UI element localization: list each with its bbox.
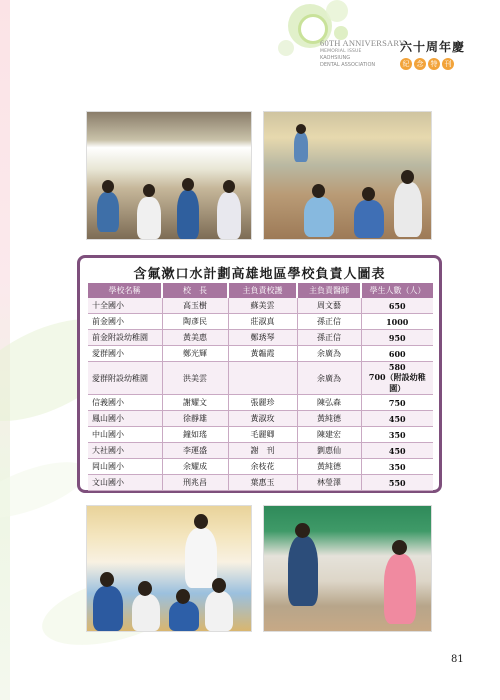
table-title: 含氟漱口水計劃高雄地區學校負責人圖表 — [133, 267, 386, 282]
doctor-cell: 陳建宏 — [297, 427, 361, 443]
doctor-cell: 孫正信 — [297, 314, 361, 330]
principal-cell: 謝耀文 — [162, 395, 228, 411]
school-cell: 文山國小 — [88, 475, 162, 491]
table-row — [88, 427, 433, 443]
nurse-cell: 謝 刊 — [228, 443, 297, 459]
table-row — [88, 459, 433, 475]
column-header: 學生人數（人） — [361, 283, 433, 298]
classroom-photo-3 — [86, 505, 252, 632]
table-row — [88, 362, 433, 395]
anniversary-en-sub1: MEMORIAL ISSUE — [320, 49, 362, 54]
anniversary-en-sub3: DENTAL ASSOCIATION — [320, 62, 376, 68]
table-row — [88, 330, 433, 346]
principal-cell: 徐靜雄 — [162, 411, 228, 427]
anniversary-en-sub2: KAOHSIUNG — [320, 55, 351, 61]
principal-cell: 刑兆昌 — [162, 475, 228, 491]
principal-cell: 鐘如瑤 — [162, 427, 228, 443]
responsible-persons-table-card — [77, 255, 442, 493]
anniversary-badge: 紀 — [400, 58, 412, 70]
students-value: 580 — [388, 362, 406, 372]
anniversary-zh-badges — [400, 58, 480, 70]
principal-cell: 李運盛 — [162, 443, 228, 459]
school-cell: 大社國小 — [88, 443, 162, 459]
principal-cell: 高玉樹 — [162, 298, 228, 314]
column-header: 主負責校護 — [228, 283, 297, 298]
students-cell: 750 — [361, 395, 433, 411]
classroom-photo-2 — [263, 111, 432, 240]
school-cell: 岡山國小 — [88, 459, 162, 475]
nurse-cell: 毛麗卿 — [228, 427, 297, 443]
classroom-photo-1 — [86, 111, 252, 240]
table-row — [88, 475, 433, 491]
nurse-cell — [228, 362, 297, 395]
table-row — [88, 346, 433, 362]
nurse-cell: 余枝花 — [228, 459, 297, 475]
doctor-cell: 黃純德 — [297, 459, 361, 475]
school-cell: 中山國小 — [88, 427, 162, 443]
principal-cell: 余耀成 — [162, 459, 228, 475]
nurse-cell: 黃韞霞 — [228, 346, 297, 362]
school-cell: 信義國小 — [88, 395, 162, 411]
table-row — [88, 443, 433, 459]
students-cell: 600 — [361, 346, 433, 362]
nurse-cell: 張麗珍 — [228, 395, 297, 411]
nurse-cell: 葉惠玉 — [228, 475, 297, 491]
table-row — [88, 314, 433, 330]
anniversary-en-title: 60TH ANNIVERSARY — [320, 38, 406, 48]
students-cell — [361, 362, 433, 395]
school-cell: 前金附設幼稚園 — [88, 330, 162, 346]
nurse-cell: 莊淑真 — [228, 314, 297, 330]
students-cell: 350 — [361, 459, 433, 475]
principal-cell: 陶彥民 — [162, 314, 228, 330]
students-cell: 950 — [361, 330, 433, 346]
students-extra-value: 700（附設幼稚園） — [368, 372, 426, 393]
table-row — [88, 411, 433, 427]
doctor-cell: 陳弘森 — [297, 395, 361, 411]
anniversary-badge: 特 — [428, 58, 440, 70]
school-cell: 愛群國小 — [88, 346, 162, 362]
table-header-row — [88, 283, 433, 298]
nurse-cell: 黃淑玫 — [228, 411, 297, 427]
students-cell: 450 — [361, 443, 433, 459]
school-cell: 鳳山國小 — [88, 411, 162, 427]
school-cell: 十全國小 — [88, 298, 162, 314]
school-cell: 愛群附設幼稚園 — [88, 362, 162, 395]
students-cell: 350 — [361, 427, 433, 443]
table-row — [88, 395, 433, 411]
classroom-photo-4 — [263, 505, 432, 632]
doctor-cell: 黃純德 — [297, 411, 361, 427]
nurse-cell: 蘇美雲 — [228, 298, 297, 314]
students-cell: 550 — [361, 475, 433, 491]
doctor-cell: 劉惠仙 — [297, 443, 361, 459]
column-header: 學校名稱 — [88, 283, 162, 298]
nurse-cell: 鄭琇琴 — [228, 330, 297, 346]
anniversary-chinese — [400, 38, 480, 70]
students-cell: 650 — [361, 298, 433, 314]
page-number: 81 — [451, 654, 464, 665]
doctor-cell: 孫正信 — [297, 330, 361, 346]
doctor-cell: 林瑩澤 — [297, 475, 361, 491]
school-cell: 前金國小 — [88, 314, 162, 330]
column-header: 主負責醫師 — [297, 283, 361, 298]
anniversary-badge: 刊 — [442, 58, 454, 70]
students-cell: 450 — [361, 411, 433, 427]
anniversary-zh-title: 六十周年慶 — [400, 40, 466, 54]
principal-cell: 洪美雲 — [162, 362, 228, 395]
anniversary-badge: 念 — [414, 58, 426, 70]
responsible-persons-table — [88, 283, 433, 491]
principal-cell: 鄭光輝 — [162, 346, 228, 362]
principal-cell: 黃美惠 — [162, 330, 228, 346]
doctor-cell: 周文藝 — [297, 298, 361, 314]
students-cell: 1000 — [361, 314, 433, 330]
doctor-cell: 余廣為 — [297, 362, 361, 395]
doctor-cell: 余廣為 — [297, 346, 361, 362]
table-row — [88, 298, 433, 314]
column-header: 校 長 — [162, 283, 228, 298]
